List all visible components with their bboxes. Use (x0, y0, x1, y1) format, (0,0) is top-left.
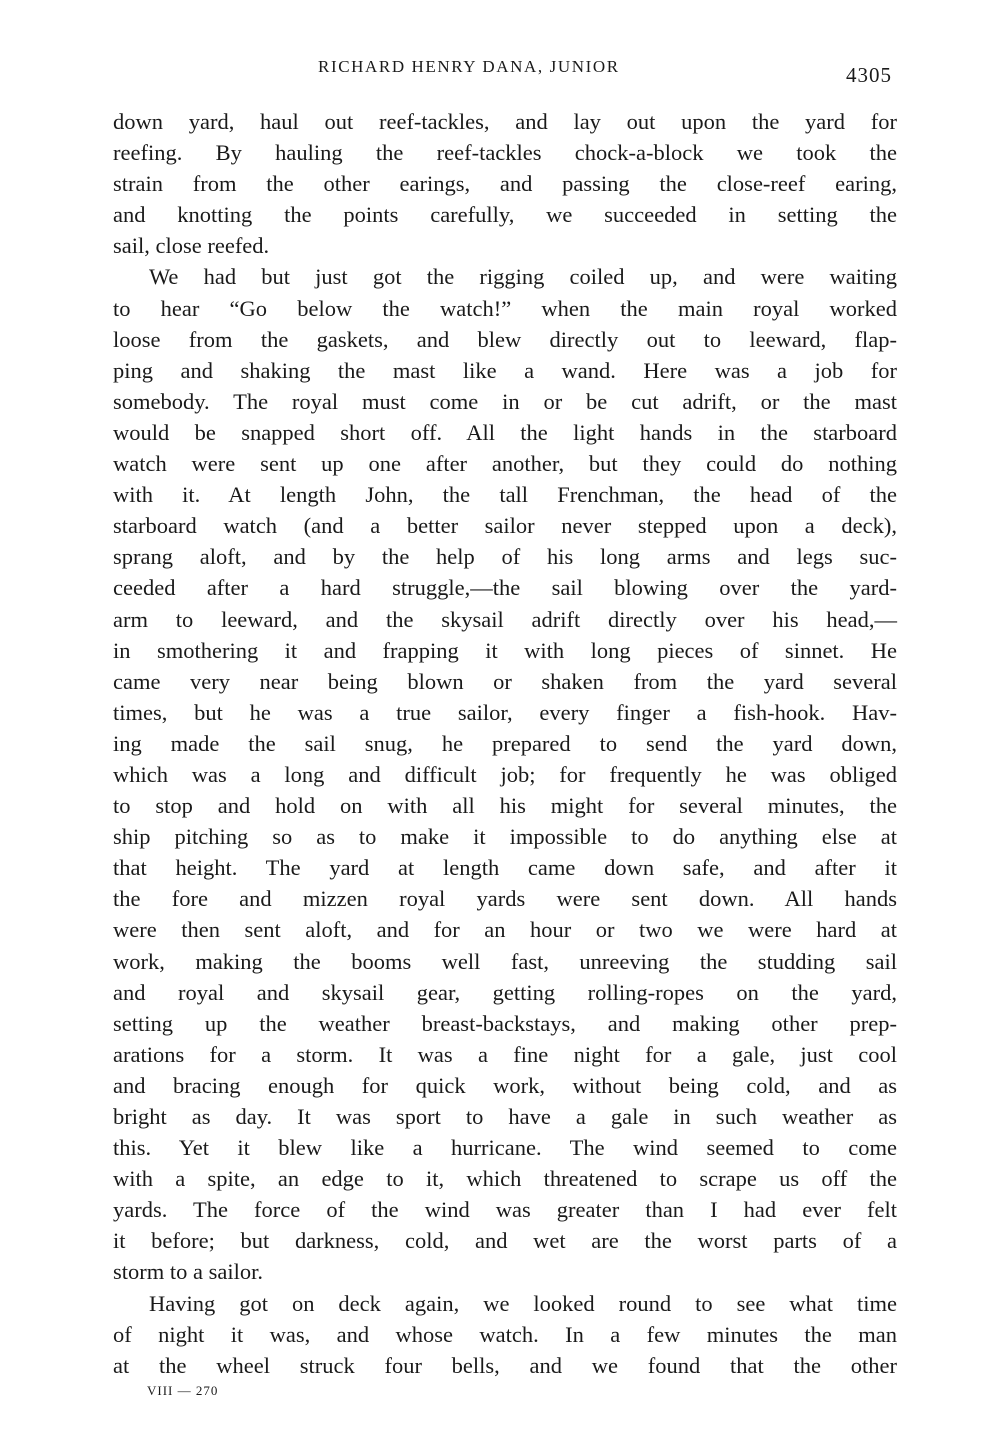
text-line: Having got on deck again, we looked round to see what time (149, 1290, 897, 1316)
text-line: of night it was, and whose watch. In a few minutes the man (113, 1321, 897, 1347)
paragraph (113, 106, 897, 261)
text-line: with a spite, an edge to it, which threatened to scrape us off the (113, 1166, 897, 1192)
text-line: it before; but darkness, cold, and wet are the worst parts of a (113, 1228, 897, 1254)
text-line: yards. The force of the wind was greater than I had ever felt (113, 1197, 897, 1223)
text-line: this. Yet it blew like a hurricane. The wind seemed to come (113, 1135, 897, 1161)
text-line: storm to a sailor. (113, 1259, 263, 1285)
text-line: down yard, haul out reef-tackles, and lay out upon the yard for (113, 109, 897, 134)
paragraph (113, 1288, 897, 1381)
text-line: and royal and skysail gear, getting rolling-ropes on the yard, (113, 979, 897, 1005)
text-line: with it. At length John, the tall Frenchman, the head of the (113, 482, 897, 508)
text-line: and knotting the points carefully, we succeeded in setting the (113, 202, 897, 228)
text-line: and bracing enough for quick work, without being cold, and as (113, 1072, 897, 1098)
text-line: loose from the gaskets, and blew directly out to leeward, flap- (113, 326, 897, 352)
text-line: times, but he was a true sailor, every finger a fish-hook. Hav- (113, 699, 897, 725)
text-line: somebody. The royal must come in or be cut adrift, or the mast (113, 388, 897, 414)
text-line: reefing. By hauling the reef-tackles chock-a-block we took the (113, 140, 897, 166)
text-line: in smothering it and frapping it with long pieces of sinnet. He (113, 637, 897, 663)
paragraph (113, 261, 897, 1287)
text-line: sprang aloft, and by the help of his long arms and legs suc- (113, 544, 897, 570)
page-number: 4305 (846, 63, 892, 87)
text-line: the fore and mizzen royal yards were sent down. All hands (113, 886, 897, 912)
text-line: at the wheel struck four bells, and we found that the other (113, 1352, 897, 1378)
text-line: to hear “Go below the watch!” when the main royal worked (113, 295, 897, 321)
text-line: sail, close reefed. (113, 233, 270, 259)
text-line: ing made the sail snug, he prepared to send the yard down, (113, 730, 897, 756)
text-line: work, making the booms well fast, unreeving the studding sail (113, 948, 897, 974)
page-body (113, 106, 897, 1381)
text-line: bright as day. It was sport to have a gale in such weather as (113, 1104, 897, 1129)
text-line: strain from the other earings, and passing the close-reef earing, (113, 171, 897, 197)
text-line: ship pitching so as to make it impossible to do anything else at (113, 824, 897, 850)
text-line: starboard watch (and a better sailor never stepped upon a deck), (113, 513, 897, 539)
text-line: were then sent aloft, and for an hour or two we were hard at (113, 917, 897, 943)
text-line: ping and shaking the mast like a wand. Here was a job for (113, 357, 897, 383)
text-line: would be snapped short off. All the light hands in the starboard (113, 419, 897, 445)
text-line: to stop and hold on with all his might for several minutes, the (113, 793, 897, 819)
text-line: came very near being blown or shaken from the yard several (113, 668, 897, 694)
text-line: ceeded after a hard struggle,—the sail blowing over the yard- (113, 575, 897, 601)
text-line: setting up the weather breast-backstays, and making other prep- (113, 1010, 897, 1036)
text-line: arm to leeward, and the skysail adrift directly over his head,— (113, 606, 897, 632)
text-line: which was a long and difficult job; for frequently he was obliged (113, 761, 897, 787)
signature-mark: VIII — 270 (147, 1383, 219, 1398)
text-line: watch were sent up one after another, but they could do nothing (113, 451, 897, 477)
text-line: arations for a storm. It was a fine night for a gale, just cool (113, 1041, 897, 1067)
running-header: RICHARD HENRY DANA, JUNIOR (318, 57, 620, 76)
text-line: We had but just got the rigging coiled up, and were waiting (149, 264, 897, 290)
text-line: that height. The yard at length came down safe, and after it (113, 855, 897, 881)
